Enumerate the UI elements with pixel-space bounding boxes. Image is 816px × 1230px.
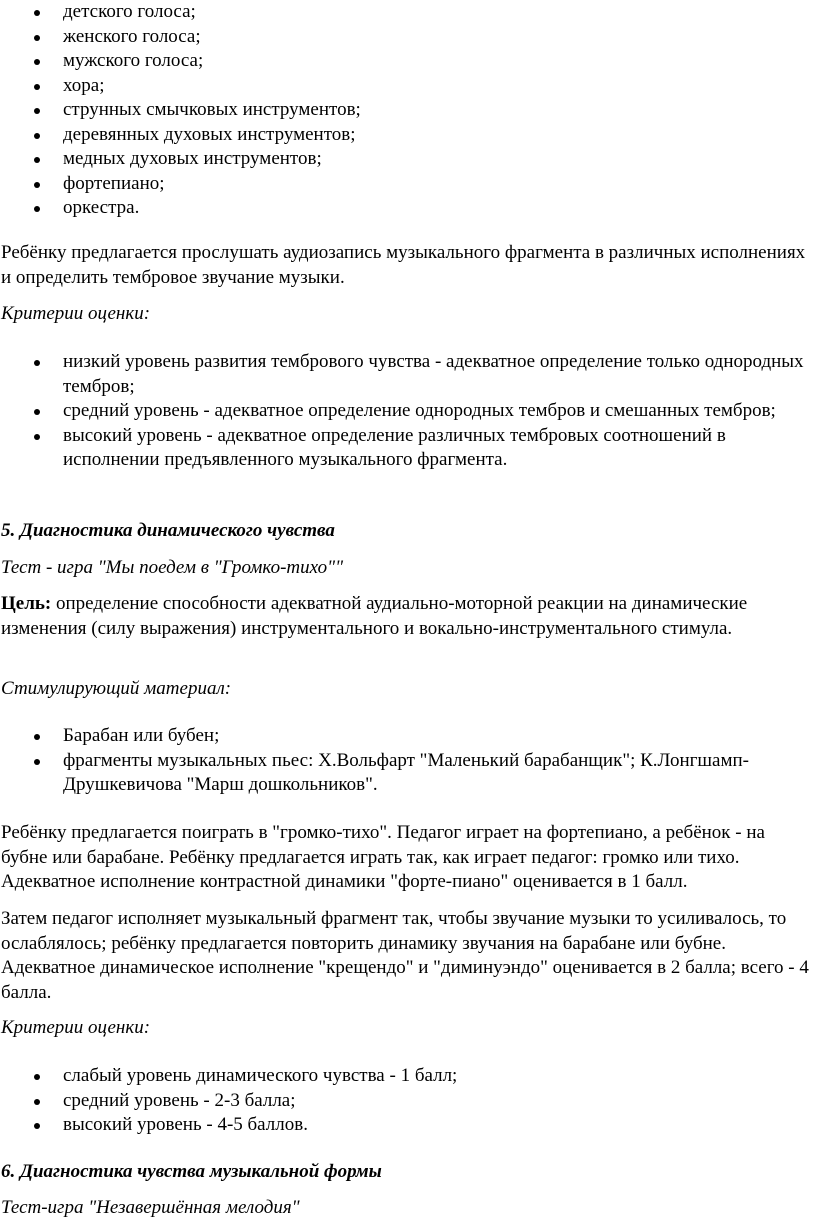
section-6-heading: 6. Диагностика чувства музыкальной формы [1, 1161, 382, 1182]
goal-label: Цель: [1, 593, 52, 614]
list-item: женского голоса; [1, 25, 812, 50]
list-item: мужского голоса; [1, 49, 812, 74]
list-item: высокий уровень - 4-5 баллов. [1, 1113, 812, 1138]
section-5-goal [1, 592, 812, 641]
section-5-heading: 5. Диагностика динамического чувства [1, 520, 335, 541]
section-5-test-title: Тест - игра "Мы поедем в "Громко-тихо"" [1, 557, 344, 578]
list-item: фрагменты музыкальных пьес: Х.Вольфарт "Маленький барабанщик"; К.Лонгшамп-Друшкевичова "Марш дошкольников". [1, 749, 812, 798]
timbre-list [1, 0, 812, 221]
list-item: деревянных духовых инструментов; [1, 123, 812, 148]
list-item: низкий уровень развития тембрового чувства - адекватное определение только однородных тембров; [1, 350, 812, 399]
timbre-instruction: Ребёнку предлагается прослушать аудиозапись музыкального фрагмента в различных исполнениях и определить тембровое звучание музыки. [1, 242, 806, 288]
material-label: Стимулирующий материал: [1, 678, 232, 699]
list-item: оркестра. [1, 196, 812, 221]
goal-text: определение способности адекватной аудиально-моторной реакции на динамические изменения (силу выражения) инструментального и вокально-инструментального стимула. [1, 593, 748, 639]
list-item: струнных смычковых инструментов; [1, 98, 812, 123]
section-5-paragraph-1: Ребёнку предлагается поиграть в "громко-тихо". Педагог играет на фортепиано, а ребёнок - на бубне или барабане. Ребёнку предлагается играть так, как играет педагог: громко или тихо. Адекватное исполнение контрастной динамики "форте-пиано" оценивается в 1 балл. [1, 822, 765, 892]
list-item: хора; [1, 74, 812, 99]
list-item: высокий уровень - адекватное определение различных тембровых соотношений в исполнении предъявленного музыкального фрагмента. [1, 424, 812, 473]
timbre-criteria-list [1, 350, 812, 473]
dynamic-criteria-list [1, 1064, 812, 1138]
list-item: медных духовых инструментов; [1, 147, 812, 172]
criteria-label: Критерии оценки: [1, 1017, 151, 1038]
list-item: средний уровень - 2-3 балла; [1, 1089, 812, 1114]
list-item: фортепиано; [1, 172, 812, 197]
section-5-paragraph-2: Затем педагог исполняет музыкальный фрагмент так, чтобы звучание музыки то усиливалось, то ослаблялось; ребёнку предлагается повторить динамику звучания на барабане или бубне. Адекватное динамическое исполнение "крещендо" и "диминуэндо" оценивается в 2 балла; всего - 4 балла. [1, 908, 809, 1003]
materials-list [1, 724, 812, 798]
list-item: слабый уровень динамического чувства - 1 балл; [1, 1064, 812, 1089]
criteria-label: Критерии оценки: [1, 303, 151, 324]
list-item: средний уровень - адекватное определение однородных тембров и смешанных тембров; [1, 399, 812, 424]
list-item: Барабан или бубен; [1, 724, 812, 749]
list-item: детского голоса; [1, 0, 812, 25]
section-6-test-title: Тест-игра "Незавершённая мелодия" [1, 1197, 300, 1218]
